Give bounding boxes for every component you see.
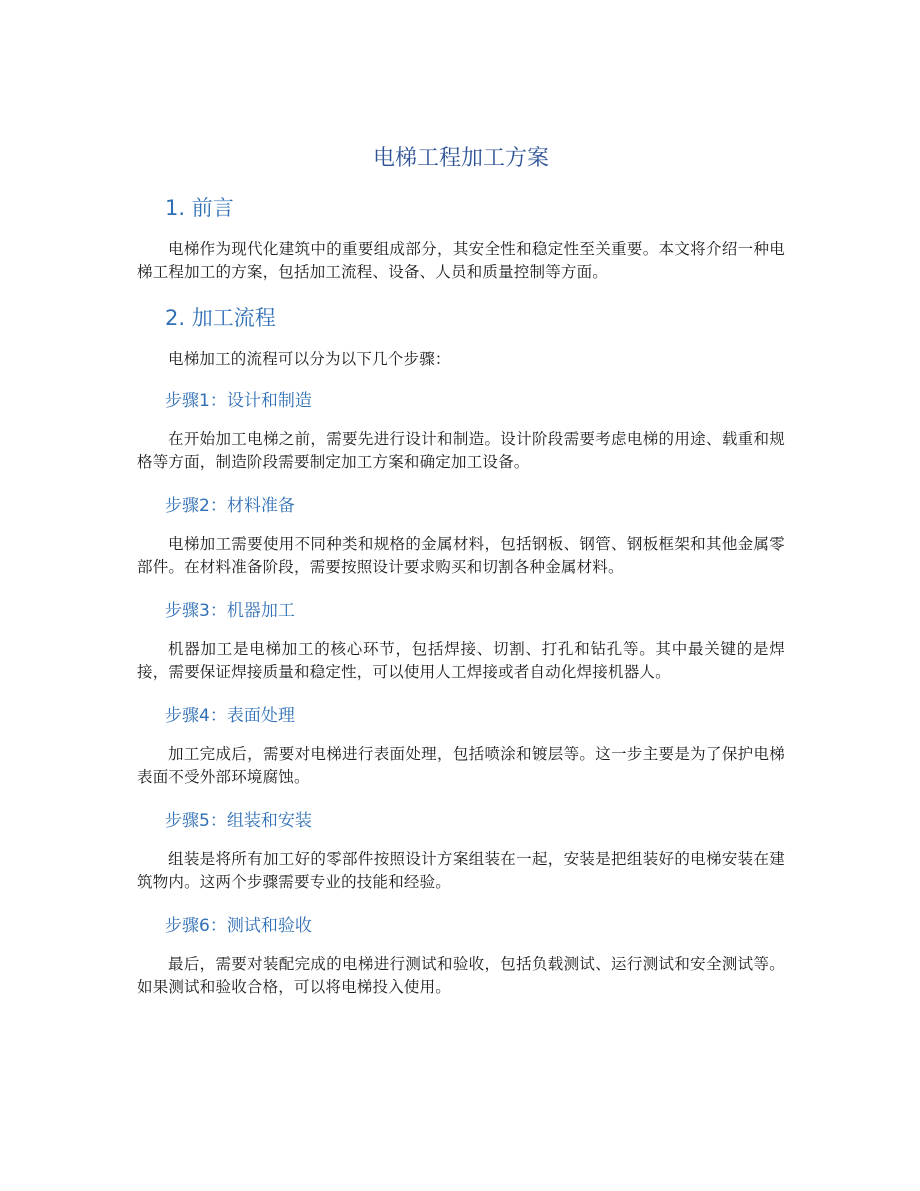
step-paragraph-3: 机器加工是电梯加工的核心环节，包括焊接、切割、打孔和钻孔等。其中最关键的是焊接，需要保证焊接质量和稳定性，可以使用人工焊接或者自动化焊接机器人。 [137,640,785,681]
document-title: 电梯工程加工方案 [372,146,549,171]
step-heading-5: 步骤5：组装和安装 [165,811,312,831]
step-paragraph-1: 在开始加工电梯之前，需要先进行设计和制造。设计阶段需要考虑电梯的用途、载重和规格等方面，制造阶段需要制定加工方案和确定加工设备。 [137,430,785,471]
step-heading-6: 步骤6：测试和验收 [165,916,312,936]
step-heading-1: 步骤1：设计和制造 [165,391,312,411]
step-paragraph-6: 最后，需要对装配完成的电梯进行测试和验收，包括负载测试、运行测试和安全测试等。如果测试和验收合格，可以将电梯投入使用。 [137,955,785,996]
step-paragraph-2: 电梯加工需要使用不同种类和规格的金属材料，包括钢板、钢管、钢板框架和其他金属零部件。在材料准备阶段，需要按照设计要求购买和切割各种金属材料。 [137,535,785,576]
document-page [137,143,785,1018]
preface-paragraph: 电梯作为现代化建筑中的重要组成部分，其安全性和稳定性至关重要。本文将介绍一种电梯工程加工的方案，包括加工流程、设备、人员和质量控制等方面。 [137,240,785,281]
step-heading-4: 步骤4：表面处理 [165,706,295,726]
step-heading-3: 步骤3：机器加工 [165,601,295,621]
step-heading-2: 步骤2：材料准备 [165,496,295,516]
step-paragraph-4: 加工完成后，需要对电梯进行表面处理，包括喷涂和镀层等。这一步主要是为了保护电梯表面不受外部环境腐蚀。 [137,745,785,786]
section-heading-process: 2. 加工流程 [165,306,276,330]
step-paragraph-5: 组装是将所有加工好的零部件按照设计方案组装在一起，安装是把组装好的电梯安装在建筑物内。这两个步骤需要专业的技能和经验。 [137,850,785,891]
process-intro-paragraph: 电梯加工的流程可以分为以下几个步骤： [168,350,451,368]
section-heading-preface: 1. 前言 [165,196,234,220]
